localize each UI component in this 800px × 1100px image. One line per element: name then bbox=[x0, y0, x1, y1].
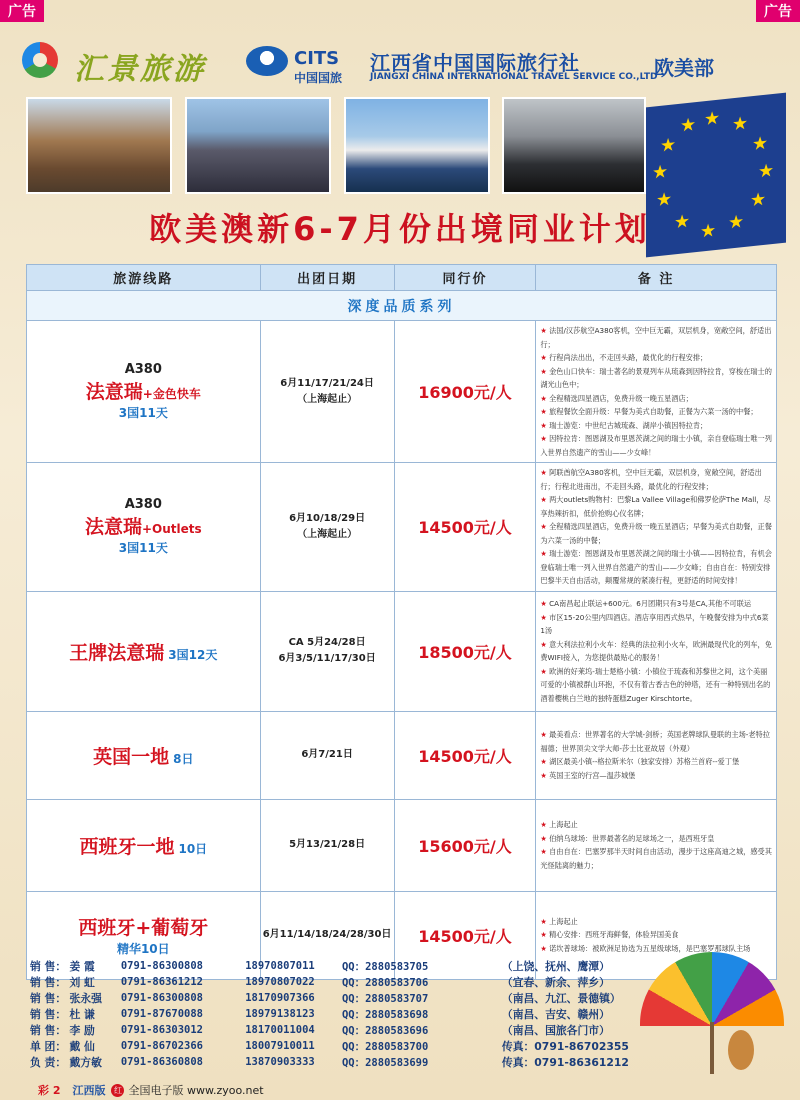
contact-role: 销 售： bbox=[30, 991, 67, 1005]
contact-qq: QQ：2880583698 bbox=[341, 1008, 429, 1021]
date-line2: （上海起止） bbox=[297, 528, 358, 540]
contact-mobile: 18970807011 bbox=[245, 960, 315, 972]
contact-name: 刘 虹 bbox=[69, 975, 95, 989]
contact-tel: 0791-86361212 bbox=[120, 976, 204, 988]
header-route: 旅游线路 bbox=[27, 265, 261, 291]
org-name-en: JIANGXI CHINA INTERNATIONAL TRAVEL SERVICE CO.,LTD bbox=[370, 72, 658, 82]
note-item: ★ 两大outlets购物村：巴黎La Vallee Village和佛罗伦萨The Mall，尽享热辣折扣，低价抢购心仪名牌； bbox=[540, 493, 772, 520]
contact-mobile: 18170907366 bbox=[245, 992, 315, 1004]
note-item: ★ 金色山口快车：瑞士著名的景观列车从琉森到因特拉肯，穿梭在瑞士的湖光山色中； bbox=[540, 365, 772, 392]
price-cell: 14500元/人 bbox=[394, 891, 536, 979]
photo-harbor bbox=[344, 97, 490, 194]
note-item: ★ 上海起止 bbox=[540, 915, 772, 929]
table-row bbox=[27, 591, 777, 711]
route-cell bbox=[27, 799, 261, 891]
note-item: ★ 伯纳乌球场：世界最著名的足球场之一，是西班牙皇 bbox=[540, 832, 772, 846]
date-cell bbox=[260, 321, 394, 463]
table-row bbox=[27, 463, 777, 592]
huijing-logo-icon bbox=[22, 42, 58, 78]
contact-fax: 传真：0791-86702355 bbox=[501, 1039, 629, 1053]
table-header-row bbox=[27, 265, 777, 291]
header bbox=[0, 22, 800, 92]
route-cell bbox=[27, 591, 261, 711]
tour-table bbox=[26, 264, 777, 980]
route-name: 西班牙一地 bbox=[79, 835, 175, 858]
main-title: 欧美澳新6-7月份出境同业计划 bbox=[149, 210, 651, 248]
contact-mobile: 18970807022 bbox=[245, 976, 315, 988]
route-cell bbox=[27, 711, 261, 799]
header-notes: 备 注 bbox=[536, 265, 777, 291]
guitar-icon bbox=[728, 1030, 754, 1070]
contact-row bbox=[30, 1022, 650, 1038]
date-cell bbox=[260, 711, 394, 799]
notes-cell bbox=[536, 463, 777, 592]
price-cell: 14500元/人 bbox=[394, 711, 536, 799]
notes-cell bbox=[536, 591, 777, 711]
contact-tel: 0791-86360808 bbox=[120, 1056, 204, 1068]
note-item: ★ 英国王室的行宫—温莎城堡 bbox=[540, 769, 772, 783]
route-sub: +Outlets bbox=[141, 522, 202, 537]
route-name: 英国一地 bbox=[93, 745, 170, 768]
route-name: 王牌法意瑞 bbox=[69, 641, 165, 664]
contact-role: 单 团： bbox=[30, 1039, 67, 1053]
note-item: ★ 全程精选四星酒店，免费升级一晚五星酒店；早餐为美式自助餐，正餐为六菜一汤的中餐； bbox=[540, 520, 772, 547]
note-item: ★ 湖区最美小镇--格拉斯米尔（独家安排）苏格兰首府--爱丁堡 bbox=[540, 755, 772, 769]
contact-name: 戴 仙 bbox=[69, 1039, 95, 1053]
contact-row bbox=[30, 990, 650, 1006]
ad-tag-left: 广告 bbox=[0, 0, 44, 22]
route-days: 精华10日 bbox=[116, 942, 170, 956]
date-line1: CA 5月24/28日 bbox=[288, 637, 366, 648]
note-item: ★ 旅程餐饮全面升级：早餐为美式自助餐，正餐为六菜一汤的中餐； bbox=[540, 405, 772, 419]
series-row bbox=[27, 291, 777, 321]
price-cell: 14500元/人 bbox=[394, 463, 536, 592]
date-line1: 6月10/18/29日 bbox=[289, 512, 366, 524]
contact-mobile: 13870903333 bbox=[245, 1056, 315, 1068]
contacts bbox=[30, 958, 650, 1070]
contact-tel: 0791-86303012 bbox=[120, 1024, 204, 1036]
route-sub: +金色快车 bbox=[142, 387, 201, 401]
photo-motorcycles bbox=[502, 97, 646, 194]
contact-name: 张永强 bbox=[69, 991, 102, 1005]
note-item: ★ 阿联酋航空A380客机，空中巨无霸，双层机身，宽敞空间，舒适出行；行程北进南出，不走回头路，最优化的行程安排； bbox=[540, 466, 772, 493]
date-line1: 6月11/17/21/24日 bbox=[280, 377, 374, 389]
route-days: 10日 bbox=[178, 841, 208, 856]
note-item: ★ 诺坎普球场：被欧洲足协选为五星级球场，是巴塞罗那球队主场 bbox=[540, 942, 772, 956]
route-aircraft: A380 bbox=[124, 362, 162, 377]
contact-qq: QQ：2880583705 bbox=[341, 960, 429, 973]
route-name: 法意瑞 bbox=[84, 516, 142, 539]
table-row bbox=[27, 711, 777, 799]
contact-role: 销 售： bbox=[30, 1023, 67, 1037]
cits-cn: 中国国旅 bbox=[294, 71, 343, 85]
route-cell bbox=[27, 321, 261, 463]
note-item: ★ 意大利法拉利小火车：经典的法拉利小火车，欧洲最现代化的列车，免费WIFI接入，为您提供最贴心的服务！ bbox=[540, 638, 772, 665]
contact-area: （上饶、抚州、鹰潭） bbox=[501, 959, 610, 973]
contact-qq: QQ：2880583706 bbox=[341, 976, 429, 989]
note-item: ★ 上海起止 bbox=[540, 818, 772, 832]
umbrella-pole-icon bbox=[710, 1022, 714, 1074]
note-item: ★ 欧洲的好莱坞-瑞士楚格小镇：小镇位于琉森和苏黎世之间，这个美丽可爱的小镇被群山环抱，不仅有着古香古色的钟塔，还有一种特别出名的酒着樱桃白兰地的独特蛋糕Zuger Kirschtorte。 bbox=[540, 665, 772, 706]
contact-area: （宜春、新余、萍乡） bbox=[501, 975, 610, 989]
date-line1: 6月7/21日 bbox=[301, 749, 353, 760]
contact-role: 销 售： bbox=[30, 1007, 67, 1021]
notes-cell bbox=[536, 711, 777, 799]
date-line2: 6月3/5/11/17/30日 bbox=[278, 653, 376, 664]
contact-fax: 传真：0791-86361212 bbox=[501, 1055, 629, 1069]
note-item: ★ 自由自在：巴塞罗那半天时间自由活动，漫步于这座高迪之城，感受其光怪陆离的魅力； bbox=[540, 845, 772, 872]
note-item: ★ 瑞士游览：图恩湖及布里恩茨湖之间的瑞士小镇——因特拉肯，有机会登临瑞士唯一列入世界自然遗产的雪山——少女峰；自由自在：特别安排巴黎半天自由活动，颠覆常规的紧凑行程，更舒适的时间安排！ bbox=[540, 547, 772, 588]
contact-tel: 0791-86300808 bbox=[120, 992, 204, 1004]
note-item: ★ 最美看点：世界著名的大学城-剑桥；英国老牌球队曼联的主场-老特拉福德；世界顶尖文学大师-莎士比亚故居（外观） bbox=[540, 728, 772, 755]
contact-name: 戴方敏 bbox=[69, 1055, 102, 1069]
note-item: ★ 市区15-20公里内四酒店。酒店享用西式热早，午晚餐安排为中式6菜1汤 bbox=[540, 611, 772, 638]
note-item: ★ 精心安排：西班牙海鲜餐，体验异国美食 bbox=[540, 928, 772, 942]
contact-row bbox=[30, 1038, 650, 1054]
price-cell: 15600元/人 bbox=[394, 799, 536, 891]
note-item: ★ 全程精选四星酒店，免费升级一晚五星酒店； bbox=[540, 392, 772, 406]
contact-role: 销 售： bbox=[30, 959, 67, 973]
contact-row bbox=[30, 958, 650, 974]
contact-mobile: 18979138123 bbox=[245, 1008, 315, 1020]
date-cell bbox=[260, 463, 394, 592]
notes-cell bbox=[536, 799, 777, 891]
contact-row bbox=[30, 1006, 650, 1022]
cits-logo-icon bbox=[246, 46, 288, 76]
price-cell: 18500元/人 bbox=[394, 591, 536, 711]
contact-qq: QQ：2880583700 bbox=[341, 1040, 429, 1053]
date-cell bbox=[260, 591, 394, 711]
edition: 江西版 bbox=[72, 1084, 106, 1097]
contact-mobile: 18007910011 bbox=[245, 1040, 315, 1052]
route-name: 西班牙+葡萄牙 bbox=[78, 917, 209, 939]
header-price: 同行价 bbox=[394, 265, 536, 291]
route-days: 3国11天 bbox=[118, 406, 168, 420]
note-item: ★ 法国/汉莎航空A380客机，空中巨无霸，双层机身，宽敞空间，舒适出行； bbox=[540, 324, 772, 351]
date-line2: （上海起止） bbox=[297, 393, 358, 405]
contact-role: 销 售： bbox=[30, 975, 67, 989]
date-line1: 6月11/14/18/24/28/30日 bbox=[262, 929, 392, 940]
ad-tag-right: 广告 bbox=[756, 0, 800, 22]
note-item: ★ 因特拉肯：图恩湖及布里恩茨湖之间的瑞士小镇，亲自登临瑞士唯一列入世界自然遗产的雪山——少女峰！ bbox=[540, 432, 772, 459]
contact-tel: 0791-87670088 bbox=[120, 1008, 204, 1020]
route-days: 3国11天 bbox=[118, 541, 168, 556]
note-item: ★ 瑞士游览：中世纪古城琉森、湖岸小镇因特拉肯； bbox=[540, 419, 772, 433]
photo-canal-town bbox=[26, 97, 172, 194]
photo-boat-tourists bbox=[185, 97, 331, 194]
route-name: 法意瑞 bbox=[85, 381, 143, 403]
note-item: ★ CA南昌起止联运+600元。6月团期只有3号是CA,其他不可联运 bbox=[540, 597, 772, 611]
contact-qq: QQ：2880583699 bbox=[341, 1056, 429, 1069]
site-link[interactable]: 全国电子版 www.zyoo.net bbox=[128, 1084, 264, 1097]
contact-tel: 0791-86300808 bbox=[120, 960, 204, 972]
price-cell: 16900元/人 bbox=[394, 321, 536, 463]
contact-qq: QQ：2880583707 bbox=[341, 992, 429, 1005]
route-days: 8日 bbox=[173, 751, 194, 766]
contact-name: 杜 谦 bbox=[69, 1007, 95, 1021]
contact-mobile: 18170011004 bbox=[245, 1024, 315, 1036]
route-days: 3国12天 bbox=[168, 647, 218, 662]
table-row bbox=[27, 321, 777, 463]
contact-area: （南昌、国旅各门市） bbox=[501, 1023, 610, 1037]
contact-name: 姜 霞 bbox=[69, 959, 95, 973]
footer bbox=[0, 1080, 800, 1100]
contact-name: 李 励 bbox=[69, 1023, 95, 1037]
org-name-cn: 江西省中国国际旅行社 bbox=[370, 51, 580, 75]
notes-cell bbox=[536, 321, 777, 463]
department: 欧美部 bbox=[654, 56, 714, 80]
contact-row bbox=[30, 1054, 650, 1070]
contact-tel: 0791-86702366 bbox=[120, 1040, 204, 1052]
series-title: 深度品质系列 bbox=[27, 291, 777, 321]
page-number: 彩 2 bbox=[38, 1084, 61, 1097]
contact-area: （南昌、九江、景德镇） bbox=[501, 991, 621, 1005]
red-logo-icon: 红 bbox=[111, 1084, 124, 1097]
note-item: ★ 行程尚法出出，不走回头路，最优化的行程安排； bbox=[540, 351, 772, 365]
cits-en: CITS bbox=[294, 48, 340, 69]
header-date: 出团日期 bbox=[260, 265, 394, 291]
brand-name: 汇景旅游 bbox=[74, 52, 206, 87]
date-cell bbox=[260, 799, 394, 891]
eu-flag-icon: ★ ★ ★ ★ ★ ★ ★ ★ ★ ★ ★ ★ bbox=[646, 93, 786, 258]
route-cell bbox=[27, 463, 261, 592]
table-row bbox=[27, 799, 777, 891]
contact-row bbox=[30, 974, 650, 990]
contact-area: （南昌、吉安、赣州） bbox=[501, 1007, 610, 1021]
date-line1: 5月13/21/28日 bbox=[289, 839, 366, 850]
route-aircraft: A380 bbox=[124, 497, 162, 513]
contact-qq: QQ：2880583696 bbox=[341, 1024, 429, 1037]
contact-role: 负 责： bbox=[30, 1055, 67, 1069]
